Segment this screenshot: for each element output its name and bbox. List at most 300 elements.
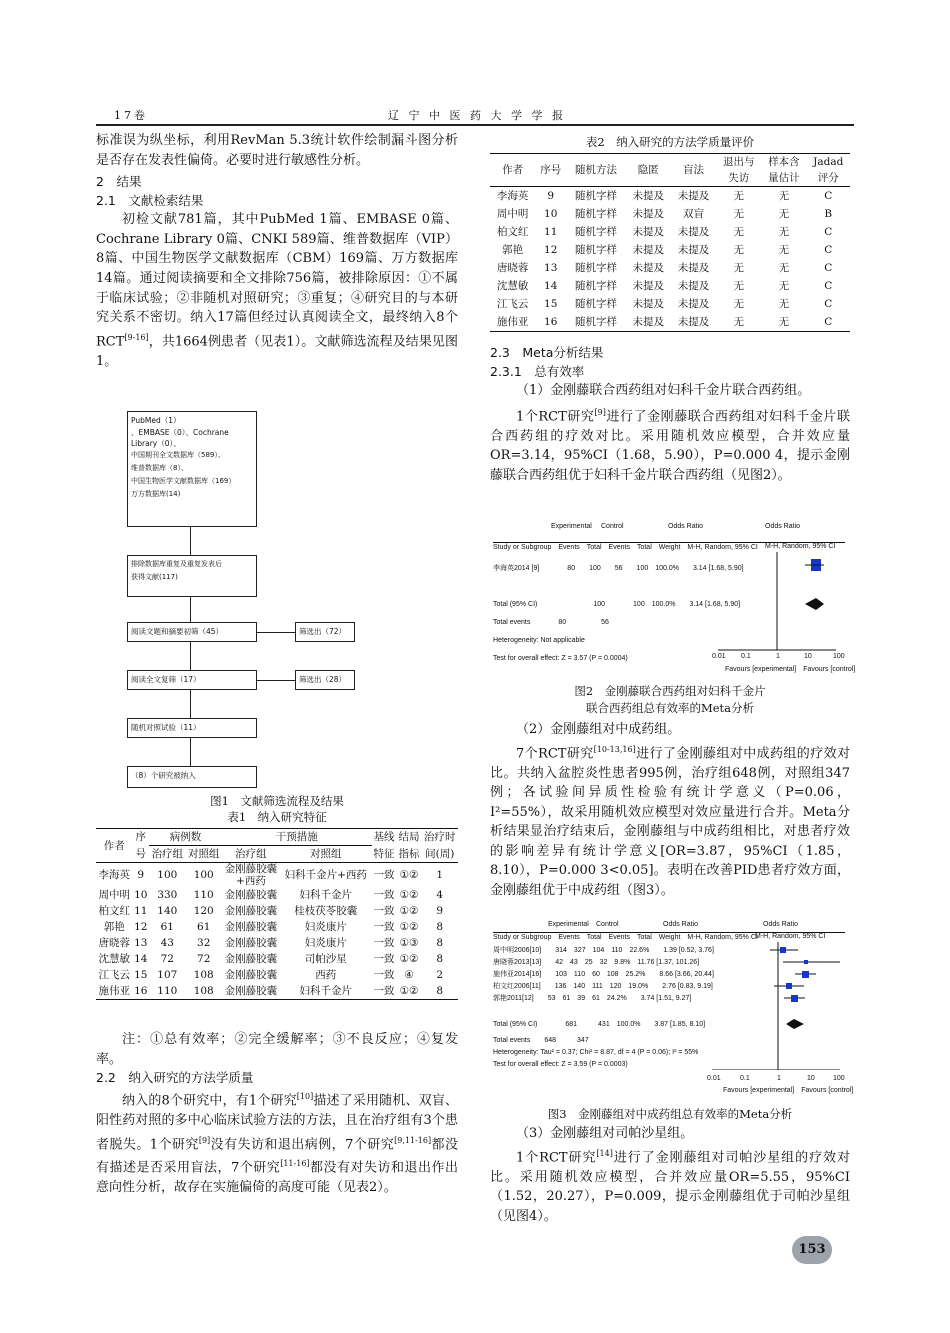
t2-body: [490, 187, 850, 332]
t1-header-treat: 治疗组: [151, 848, 184, 860]
para-meta-1: [490, 403, 850, 486]
t1-cell: 8: [436, 985, 444, 997]
f2-tick-1: 0.1: [741, 653, 751, 660]
t1-cell: 江飞云: [98, 969, 130, 981]
f3-square-4: [791, 995, 798, 1002]
t2-cell: 无: [778, 190, 790, 202]
t2-cell: 无: [778, 280, 790, 292]
figure-2-forest-plot: [493, 522, 856, 682]
t2-cell: 无: [733, 316, 744, 328]
f3-test: Test for overall effect: Z = 3.59 (P = 0.0003): [493, 1061, 628, 1068]
t1-cell: 沈慧敏: [98, 953, 130, 965]
t1-header-author: 作者: [103, 839, 125, 852]
t1-header-no: 序: [135, 831, 146, 844]
t1-row: [96, 903, 458, 919]
t2-cell: 16: [544, 316, 558, 328]
t1-cell: 32: [197, 937, 211, 949]
t2-cell: 未提及: [632, 316, 665, 328]
f3-square-2: [802, 971, 809, 978]
t2-cell: 10: [544, 208, 558, 220]
flow-box-databases: [127, 411, 257, 527]
t1-cell: 8: [436, 921, 444, 933]
t1-cell: 8: [436, 953, 444, 965]
t1-cell: 妇科千金片: [299, 985, 352, 997]
t1-row: [96, 935, 458, 951]
f2-h-exp: Experimental: [551, 523, 592, 530]
t1-cell: 施伟亚: [98, 985, 130, 997]
t2-row: [490, 295, 850, 313]
p2a: 7个RCT研究: [516, 745, 594, 761]
t1-row: [96, 967, 458, 983]
t1-header-baseline: 基线: [373, 831, 395, 844]
p1b: 进行了金刚藤联合西药组对妇科千金片联合西药组的疗效对比。采用随机效应模型，合并效应量OR=3.14，95%CI（1.68，5.90），P=0.000 4，提示金刚藤联合西药组优于妇科千金片联合西药组（见图2）。: [490, 408, 850, 483]
f3-row-2: 施伟亚2014[16] 103 110 60 108 25.2% 8.66 [3.66, 20.44]: [493, 971, 714, 978]
t2-cell: 14: [544, 280, 558, 292]
sub-item-1: （1）金刚藤联合西药组对妇科千金片联合西药组。: [516, 383, 811, 398]
t2-cell: 随机字样: [574, 280, 617, 292]
t2-cell: 未提及: [677, 298, 710, 310]
t1-cell: ①②: [399, 953, 419, 965]
t1-cell: ①②: [399, 985, 419, 997]
t2-cell: C: [824, 298, 833, 310]
t2-cell: 未提及: [677, 190, 710, 202]
t1-cell: 110: [193, 889, 214, 901]
t2-cell: 未提及: [677, 226, 710, 238]
t2-cell: 未提及: [632, 262, 665, 274]
t1-header-baseline2: 特征: [373, 847, 395, 860]
t2-row: [490, 187, 850, 206]
para-2-2-a: 纳入的8个研究中，有1个研究: [122, 1093, 297, 1109]
t2-cell: 随机字样: [574, 316, 617, 328]
t1-cell: 西药: [315, 969, 337, 981]
t1-cell: 108: [193, 985, 214, 997]
t1-row: [96, 983, 458, 1000]
ref: [10]: [296, 1092, 314, 1101]
t1-header-ctrl: 对照组: [187, 848, 220, 860]
t1-row: [96, 863, 458, 888]
f3-events: Total events 648 347: [493, 1037, 589, 1044]
t2-cell: 未提及: [632, 280, 665, 292]
f2-het: Heterogeneity: Not applicable: [493, 637, 585, 644]
figure-2-caption-2: 联合西药组总有效率的Meta分析: [585, 701, 755, 715]
flow-line-library: Library（0）、: [131, 439, 181, 448]
t2-header-blind: 盲法: [682, 164, 704, 176]
t1-cell: 一致: [373, 937, 395, 949]
ref: [9]: [198, 1135, 211, 1145]
f2-h-or: Odds Ratio: [668, 523, 704, 530]
flow-dedup-count: 获得文献(117): [131, 573, 178, 581]
t1-cell: ①②: [399, 889, 419, 901]
flow-box-title-screen: 阅读文题和摘要初筛（45）: [127, 622, 257, 642]
t1-cell: 12: [134, 921, 148, 933]
t1-cell: 司帕沙星: [304, 953, 347, 965]
f3-row-0: 周中明2006[10] 314 327 104 110 22.6% 1.39 [0.52, 3.76]: [493, 947, 714, 954]
t1-row: [96, 919, 458, 935]
f3-row-1: 唐晓蓉2013[13] 42 43 25 32 9.8% 11.76 [1.37, 101.26]: [493, 959, 700, 966]
para-2-1-rct: RCT: [96, 334, 125, 350]
t1-header-cases: 病例数: [149, 829, 222, 846]
flow-arrow: [190, 738, 191, 766]
t1-cell: 330: [157, 889, 178, 901]
t1-cell: 妇科千金片: [299, 889, 352, 901]
t2-header-no: 序号: [540, 164, 562, 176]
t2-h-j2: 评分: [817, 172, 839, 184]
ref: [9]: [594, 407, 606, 417]
t1-cell: 一致: [373, 921, 395, 933]
t2-row: [490, 241, 850, 259]
p3a: 1个RCT研究: [516, 1149, 597, 1165]
right-column-text-1: [490, 343, 850, 485]
t1-cell: 妇炎康片: [304, 921, 347, 933]
ref: [14]: [596, 1148, 613, 1158]
t2-cell: 随机字样: [574, 244, 617, 256]
header-rule: [96, 124, 854, 126]
t1-header-intervention: 干预措施: [222, 829, 372, 846]
t1-cell: 妇科千金片+西药: [284, 869, 367, 881]
t2-cell: 无: [778, 298, 790, 310]
t2-row: [490, 223, 850, 241]
t2-row: [490, 259, 850, 277]
t2-cell: 随机字样: [574, 190, 617, 202]
t1-header-outcome2: 指标: [398, 847, 420, 860]
t2-h-n1: 样本含: [768, 156, 800, 168]
table-1-note: 注：①总有效率；②完全缓解率；③不良反应；④复发率。: [96, 1032, 458, 1067]
t1-cell: 柏文红: [98, 905, 130, 917]
t2-cell: 未提及: [632, 244, 665, 256]
f3-row-4: 郭艳2011[12] 53 61 39 61 24.2% 3.74 [1.51, 9.27]: [493, 995, 692, 1002]
t2-cell: 江飞云: [496, 298, 529, 310]
ref: [9,11-16]: [394, 1135, 432, 1145]
t2-header-jadad: [807, 154, 850, 187]
f2-tick-3: 10: [804, 653, 812, 660]
f2-axis-svg: [708, 542, 848, 682]
left-column: [96, 131, 458, 371]
t1-cell: 金刚藤胶囊: [224, 953, 278, 965]
f2-total: Total (95% CI) 100 100 100.0% 3.14 [1.68, 5.90]: [493, 601, 741, 608]
flow-box-rct: 随机对照试验（11）: [127, 718, 257, 738]
f3-h-or: Odds Ratio: [663, 921, 699, 928]
t2-cell: 未提及: [677, 262, 710, 274]
t1-header-ictrl: 对照组: [309, 848, 342, 860]
t2-cell: B: [824, 208, 833, 220]
flow-box-dedup: [127, 555, 257, 597]
t1-cell: 妇炎康片: [304, 937, 347, 949]
figure-2-caption-1: 图2 金刚藤联合西药组对妇科千金片: [574, 684, 766, 698]
flow-line-pubmed: PubMed（1）: [131, 416, 181, 425]
t2-header-author: 作者: [502, 164, 524, 176]
flow-box-included: （8）个研究被纳入: [127, 766, 257, 788]
para-2-1-ref: [9-16]: [124, 332, 149, 342]
f2-row: 李海英2014 [9] 80 100 56 100 100.0% 3.14 [1.68, 5.90]: [493, 565, 744, 572]
t2-cell: 无: [733, 244, 744, 256]
f3-favours: Favours [experimental] Favours [control]: [723, 1087, 854, 1094]
t1-cell: 1: [436, 869, 444, 881]
f3-h-or2: Odds Ratio: [763, 921, 799, 928]
t1-cell: 9: [137, 869, 145, 881]
flow-line-embase: 、EMBASE（0）、Cochrane: [131, 428, 229, 437]
t2-cell: 13: [544, 262, 558, 274]
t2-cell: 沈慧敏: [496, 280, 529, 292]
f2-h-cols: Study or Subgroup Events Total Events Total Weight M-H, Random, 95% CI: [493, 542, 845, 552]
t2-cell: 无: [733, 190, 744, 202]
t2-row: [490, 277, 850, 295]
ref: [11-16]: [280, 1159, 310, 1169]
t1-header-no2: 号: [135, 847, 146, 860]
subsection-heading-2-3-1: 2.3.1 总有效率: [490, 364, 585, 379]
t2-header-conceal: 隐匿: [637, 164, 659, 176]
t2-cell: C: [824, 226, 833, 238]
f2-h-cols2: M-H, Random, 95% CI: [765, 543, 836, 550]
t2-cell: C: [824, 244, 833, 256]
para-meta-3: [490, 1144, 850, 1227]
t1-row: [96, 951, 458, 967]
f3-total: Total (95% CI) 681 431 100.0% 3.87 [1.85, 8.10]: [493, 1021, 706, 1028]
t2-cell: 未提及: [677, 244, 710, 256]
t1-cell: 金刚藤胶囊: [224, 921, 278, 933]
t1-cell: ①③: [399, 937, 419, 949]
t2-cell: C: [824, 280, 833, 292]
flow-line-cnki: 中国期刊全文数据库（589）、: [131, 451, 225, 459]
t2-cell: 未提及: [632, 298, 665, 310]
t2-cell: 无: [778, 226, 790, 238]
t2-cell: 9: [547, 190, 555, 202]
flow-arrow: [190, 642, 191, 670]
t1-cell: ④: [404, 969, 414, 981]
para-2-2-b: 描述了采用随机、双盲、阳性药对照的多中心临床试验方法的方法，且在治疗组有3个患者脱失。1个研究: [96, 1093, 458, 1152]
table-1-title: 表1 纳入研究特征: [227, 810, 327, 824]
t2-header-sample: [761, 154, 806, 187]
f2-h-ctl: Control: [601, 523, 624, 530]
t2-cell: 无: [778, 208, 790, 220]
t2-cell: 12: [544, 244, 558, 256]
t2-cell: C: [824, 262, 833, 274]
t1-cell: 110: [157, 985, 178, 997]
t2-row: [490, 313, 850, 332]
t1-cell: 120: [193, 905, 214, 917]
f2-favours: Favours [experimental] Favours [control]: [725, 666, 856, 673]
t2-cell: C: [824, 316, 833, 328]
f3-square-0: [780, 947, 786, 953]
f3-tick-3: 10: [807, 1075, 815, 1082]
t1-cell: 一致: [373, 969, 395, 981]
t1-cell: ①②: [399, 905, 419, 917]
running-journal-title: 辽 宁 中 医 药 大 学 学 报: [388, 109, 566, 122]
t2-row: [490, 205, 850, 223]
t1-cell: 100: [157, 869, 178, 881]
para-2-1-text: 初检文献781篇，其中PubMed 1篇、EMBASE 0篇、Cochrane Library 0篇、CNKI 589篇、维普数据库（VIP）8篇、中国生物医学文献数据库（CBM）169篇、万方数据库14篇。通过阅读摘要和全文排除756篇，被排除原因：①不属于临床试验；②非随机对照研究；③重复；④研究目的与本研究关系不密切。纳入17篇但经过认真阅读全文，最终纳入8个: [96, 212, 458, 326]
f3-axis-svg: [708, 940, 848, 1070]
t2-header-random: 随机方法: [574, 164, 617, 176]
t1-cell: ①②: [399, 869, 419, 881]
f2-test: Test for overall effect: Z = 3.57 (P = 0.0004): [493, 655, 628, 662]
f3-h-ctl: Control: [596, 921, 619, 928]
f2-events: Total events 80 56: [493, 619, 609, 626]
flow-box-excluded-72: 筛选出（72）: [295, 622, 355, 642]
sub-item-3: （3）金刚藤组对司帕沙星组。: [516, 1126, 694, 1141]
t1-header-outcome: 结局: [398, 831, 420, 844]
t1-cell: 140: [157, 905, 178, 917]
f3-het: Heterogeneity: Tau² = 0.37; Chi² = 8.87, df = 4 (P = 0.06); I² = 55%: [493, 1049, 699, 1056]
t1-cell: 李海英: [98, 869, 130, 881]
t2-cell: 郭艳: [502, 244, 524, 256]
t1-cell: 金刚藤胶囊+西药: [224, 863, 278, 887]
t2-cell: 随机字样: [574, 262, 617, 274]
t1-cell: 金刚藤胶囊: [224, 985, 278, 997]
t2-cell: 周中明: [496, 208, 529, 220]
section-heading-results: 2 结果: [96, 174, 142, 190]
f3-h-exp: Experimental: [548, 921, 589, 928]
flow-arrow: [257, 680, 295, 681]
t1-body: [96, 863, 458, 1000]
f2-total-diamond: [805, 598, 824, 610]
t2-cell: 随机字样: [574, 298, 617, 310]
para-2-2: [96, 1087, 458, 1198]
t2-cell: 无: [733, 226, 744, 238]
flow-box-fulltext: 阅读全文复筛（17）: [127, 670, 257, 690]
flow-arrow: [190, 597, 191, 622]
f3-square-1: [804, 960, 808, 964]
figure-3-caption: 图3 金刚藤组对中成药组总有效率的Meta分析: [547, 1107, 793, 1121]
p3b: 进行了金刚藤组对司帕沙星组的疗效对比。采用随机效应模型，合并效应量OR=5.55，95%CI（1.52，20.27），P=0.009，提示金刚藤组优于司帕沙星组（见图4）。: [490, 1149, 850, 1224]
t2-cell: 随机字样: [574, 226, 617, 238]
t2-cell: C: [824, 190, 833, 202]
figure-1-caption: 图1 文献筛选流程及结果: [210, 794, 344, 808]
t1-cell: 16: [134, 985, 148, 997]
table-2: [490, 153, 850, 332]
t1-header-time2: 间(周): [425, 847, 455, 860]
table-2-title: 表2 纳入研究的方法学质量评价: [585, 135, 755, 149]
t2-cell: 李海英: [496, 190, 529, 202]
subsection-heading-2-1: 2.1 文献检索结果: [96, 193, 204, 209]
t1-cell: 唐晓蓉: [98, 937, 130, 949]
f3-h-cols2: M-H, Random, 95% CI: [755, 933, 826, 940]
para-2-1: [96, 210, 458, 371]
f3-tick-2: 1: [777, 1075, 781, 1082]
flow-arrow: [190, 690, 191, 718]
f3-h-cols: Study or Subgroup Events Total Events Total Weight M-H, Random, 95% CI: [493, 932, 845, 942]
f3-tick-0: 0.01: [707, 1075, 721, 1082]
t1-cell: 8: [436, 937, 444, 949]
subsection-heading-2-3: 2.3 Meta分析结果: [490, 345, 604, 360]
f3-total-diamond: [786, 1019, 804, 1029]
t1-cell: 4: [436, 889, 444, 901]
t1-cell: 100: [193, 869, 214, 881]
t2-cell: 无: [733, 208, 744, 220]
t2-cell: 无: [778, 316, 790, 328]
t2-cell: 随机字样: [574, 208, 617, 220]
t1-cell: 周中明: [98, 889, 130, 901]
t2-cell: 11: [544, 226, 558, 238]
flow-line-vip: 维普数据库（8）、: [131, 464, 188, 472]
t1-cell: 郭艳: [103, 921, 125, 933]
t2-cell: 15: [544, 298, 558, 310]
t2-header-dropout: [716, 154, 761, 187]
t2-cell: 未提及: [677, 280, 710, 292]
para-2-2-c: 没有失访和退出病例，7个研究: [210, 1136, 395, 1152]
t1-cell: 72: [197, 953, 211, 965]
t1-cell: 14: [134, 953, 148, 965]
t2-cell: 未提及: [677, 316, 710, 328]
para-2-1-end: ，共1664例患者（见表1）。文献筛选流程及结果见图1。: [96, 334, 458, 369]
t2-h-n2: 量估计: [768, 172, 800, 184]
f3-tick-1: 0.1: [740, 1075, 750, 1082]
t1-cell: 9: [436, 905, 444, 917]
flow-line-cbm: 中国生物医学文献数据库（169）: [131, 477, 236, 485]
f2-h-or2: Odds Ratio: [765, 523, 801, 530]
flow-arrow: [257, 632, 295, 633]
t1-cell: ①②: [399, 921, 419, 933]
t1-cell: 11: [134, 905, 148, 917]
t1-cell: 2: [436, 969, 444, 981]
t2-cell: 施伟亚: [496, 316, 529, 328]
t2-cell: 无: [778, 244, 790, 256]
flow-dedup-text: 排除数据库重复及重复发表后: [131, 560, 222, 568]
ref: [10-13,16]: [593, 744, 636, 754]
para-2-2-e: 都没有对失访和退出作出意向性分析，故存在实施偏倚的高度可能（见表2）。: [96, 1160, 458, 1196]
t2-cell: 未提及: [632, 208, 665, 220]
sub-item-2: （2）金刚藤组对中成药组。: [516, 722, 681, 737]
p1a: 1个RCT研究: [516, 408, 595, 424]
t1-cell: 金刚藤胶囊: [224, 969, 278, 981]
t2-cell: 未提及: [632, 226, 665, 238]
t1-cell: 金刚藤胶囊: [224, 889, 278, 901]
t1-cell: 107: [157, 969, 178, 981]
t2-cell: 未提及: [632, 190, 665, 202]
f3-row-3: 柏文红2006[11] 136 140 111 120 19.0% 2.76 [0.83, 9.19]: [493, 983, 713, 990]
t2-cell: 无: [733, 298, 744, 310]
t1-cell: 61: [160, 921, 174, 933]
para-intro: 标准误为纵坐标，利用RevMan 5.3统计软件绘制漏斗图分析是否存在发表性偏倚。必要时进行敏感性分析。: [96, 133, 458, 168]
t1-cell: 61: [197, 921, 211, 933]
t2-cell: 双盲: [682, 208, 704, 220]
t2-h-out2: 失访: [728, 172, 750, 184]
t2-h-out1: 退出与: [722, 156, 755, 168]
t1-row: [96, 887, 458, 903]
f2-tick-4: 100: [833, 653, 845, 660]
t1-cell: 一致: [373, 905, 395, 917]
t2-cell: 唐晓蓉: [496, 262, 529, 274]
t2-h-j1: Jadad: [813, 156, 844, 168]
f3-tick-4: 100: [833, 1075, 845, 1082]
t1-cell: 金刚藤胶囊: [224, 937, 278, 949]
t1-cell: 15: [134, 969, 148, 981]
f2-tick-2: 1: [776, 653, 780, 660]
t2-cell: 无: [778, 262, 790, 274]
t1-header-itreat: 治疗组: [235, 848, 267, 860]
running-volume: 17卷: [114, 109, 148, 122]
para-2-2-d: 都没有描述是否采用盲法，7个研究: [96, 1136, 458, 1176]
figure-3-forest-plot: [493, 920, 853, 1100]
t1-cell: 一致: [373, 953, 395, 965]
t1-cell: 桂枝茯苓胶囊: [294, 905, 358, 917]
subsection-heading-2-2: 2.2 纳入研究的方法学质量: [96, 1070, 254, 1085]
flow-line-wanfang: 万方数据库(14): [131, 490, 181, 498]
t2-cell: 无: [733, 262, 744, 274]
p2b: 进行了金刚藤组对中成药组的疗效对比。共纳入盆腔炎性患者995例，治疗组648例，对照组347例；各试验间异质性检验有统计学意义（P=0.06，I²=55%），故采用随机效应模型对效应量进行合并。Meta分析结果显治疗结束后，金刚藤组与中成药组相比，对患者疗效的影响差异有统计学意义[OR=3.87，95%CI（1.85，8.10），P=0.000 3<0.05]。表明在改善PID患者疗效方面，金刚藤组优于中成药组（图3）。: [490, 745, 850, 899]
t2-cell: 无: [733, 280, 744, 292]
right-column-text-3: [490, 1124, 850, 1226]
t1-cell: 一致: [373, 869, 395, 881]
t1-cell: 10: [134, 889, 148, 901]
t1-cell: 72: [160, 953, 174, 965]
t1-cell: 金刚藤胶囊: [224, 905, 278, 917]
page-number-badge: 153: [792, 1236, 832, 1264]
t1-cell: 108: [193, 969, 214, 981]
t1-cell: 13: [134, 937, 148, 949]
table-1: [96, 828, 458, 1000]
para-meta-2: [490, 740, 850, 901]
t1-cell: 一致: [373, 889, 395, 901]
